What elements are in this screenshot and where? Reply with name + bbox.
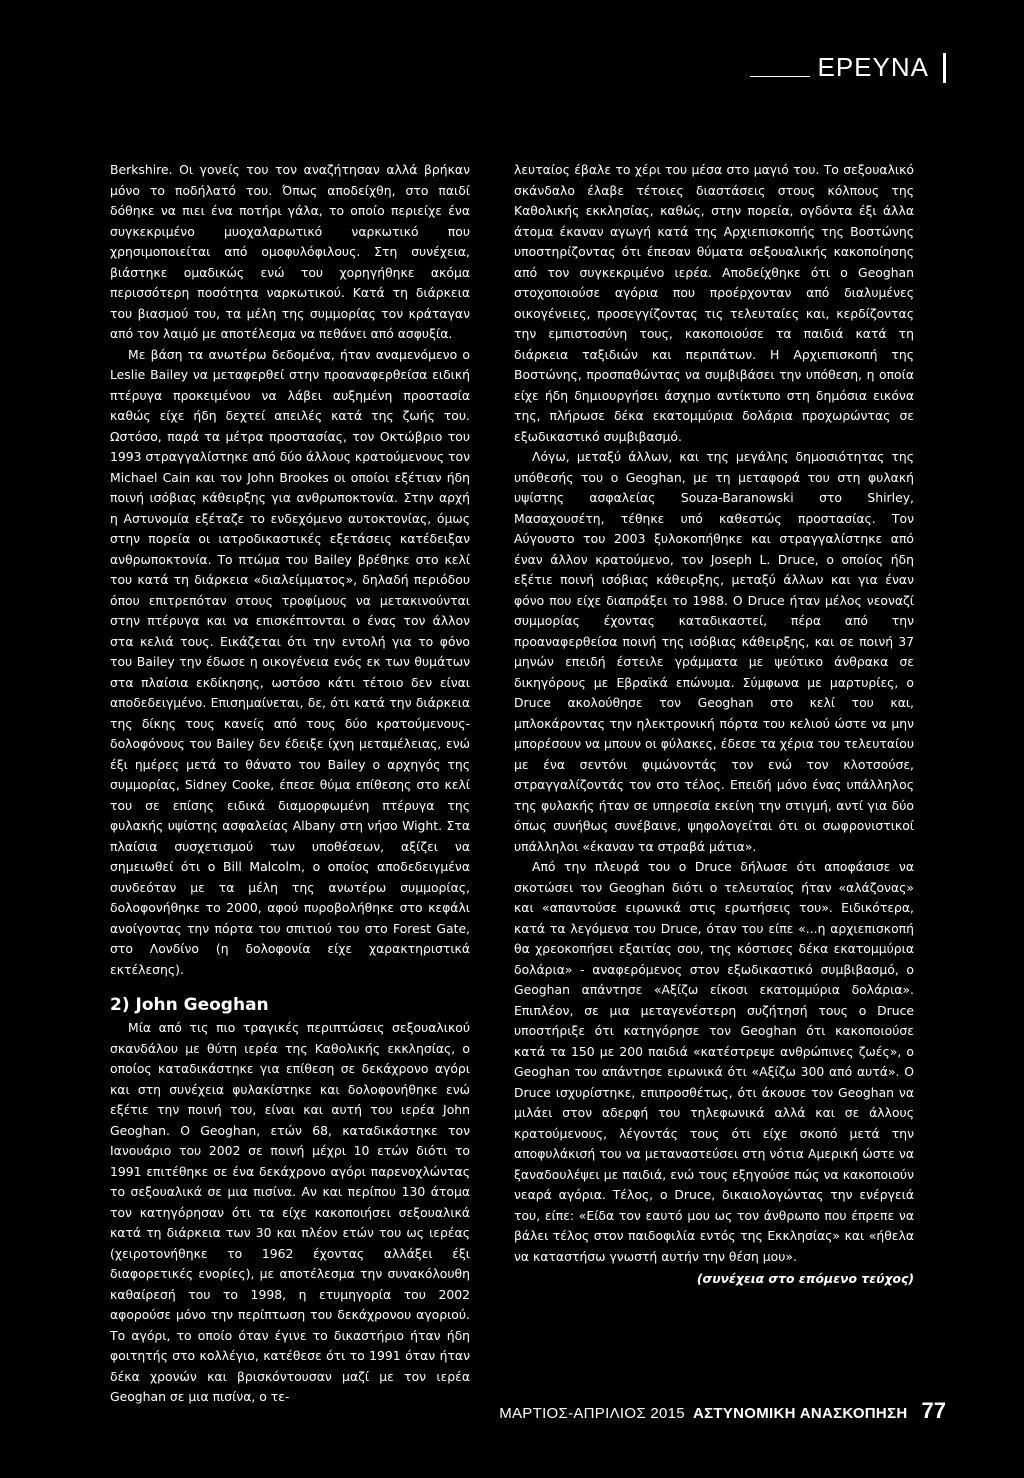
right-column bbox=[514, 160, 914, 1290]
left-column bbox=[110, 160, 470, 1408]
page-header bbox=[750, 52, 947, 83]
paragraph: Berkshire. Οι γονείς του τον αναζήτησαν αλλά βρήκαν μόνο το ποδήλατό του. Όπως αποδείχθη, στο παιδί δόθηκε να πιει ένα ποτήρι γάλα, το οποίο περιείχε ένα συγκεκριμένο μυοχαλαρωτικό ναρκωτικό που χρησιμοποιείται από ομοφυλόφιλους. Στη συνέχεια, βιάστηκε ομαδικώς ενώ του χορηγήθηκε ακόμα περισσότερη ποσότητα ναρκωτικού. Κατά τη διάρκεια του βιασμού του, τα μέλη της συμμορίας τον κράταγαν από τον λαιμό με αποτέλεσμα να πεθάνει από ασφυξία. bbox=[110, 162, 470, 341]
magazine-title: ΑΣΤΥΝΟΜΙΚΗ ΑΝΑΣΚΟΠΗΣΗ bbox=[692, 1405, 908, 1422]
paragraph: Από την πλευρά του ο Druce δήλωσε ότι αποφάσισε να σκοτώσει τον Geoghan διότι ο τελευταίος ήταν «αλάζονας» και «απαντούσε ειρωνικά στις ερωτήσεις του». Ειδικότερα, κατά τα λεγόμενα του Druce, όταν του είπε «...η αρχιεπισκοπή θα χρεοκοπήσει εξαιτίας σου, της κόστισες δέκα εκατομμύρια δολάρια» - αναφερόμενος στον εξωδικαστικό συμβιβασμό, ο Geoghan απάντησε «Αξίζω είκοσι εκατομμύρια δολάρια». Επιπλέον, σε μια μεταγενέστερη συζήτησή τους ο Druce υποστήριξε ότι κατηγόρησε τον Geoghan ότι κακοποιούσε κατά τα 150 με 200 παιδιά «κατέστρεψε ανθρώπινες ζωές», ο Geoghan του απάντησε ειρωνικά ότι «Αξίζω 300 από αυτά». Ο Druce ισχυρίστηκε, επιπροσθέτως, ότι άκουσε τον Geoghan να μιλάει στον αδερφή του τηλεφωνικά αλλά και σε άλλους κρατούμενους, λέγοντάς τους ότι είχε σκοπό μετά την αποφυλάκισή του να μεταναστεύσει στη νότια Αμερική ώστε να ξαναδουλέψει με παιδιά, ενώ τους εξηγούσε πώς να κακοποιούν νεαρά αγόρια. Τέλος, ο Druce, δικαιολογώντας την ενέργειά του, είπε: «Είδα τον εαυτό μου ως τον άνθρωπο που έπρεπε να βάλει τέλος στον παιδοφιλία εντός της Εκκλησίας» και «ήθελα να καταστήσω γνωστή αυτήν την θέση μου». bbox=[514, 859, 914, 1264]
page-number: 77 bbox=[921, 1398, 946, 1423]
continued-note: (συνέχεια στο επόμενο τεύχος) bbox=[696, 1271, 914, 1286]
header-rule bbox=[750, 76, 810, 77]
paragraph: Με βάση τα ανωτέρω δεδομένα, ήταν αναμενόμενο ο Leslie Bailey να μεταφερθεί στην προαναφερθείσα ειδική πτέρυγα προκειμένου να λάβει αυξημένη προστασία καθώς είχε ήδη δεχτεί απειλές κατά της ζωής του. Ωστόσο, παρά τα μέτρα προστασίας, τον Οκτώβριο του 1993 στραγγαλίστηκε από δύο άλλους κρατούμενους τον Michael Cain και τον John Brookes οι οποίοι εξέτιαν ήδη ποινή ισόβιας κάθειρξης για ανθρωποκτονία. Στην αρχή η Αστυνομία εξέταζε το ενδεχόμενο αυτοκτονίας, όμως στην πορεία οι ιατροδικαστικές εξετάσεις κατέδειξαν ανθρωποκτονία. Το πτώμα του Bailey βρέθηκε στο κελί του κατά τη διάρκεια «διαλείμματος», δηλαδή περιόδου όπου επιτρεπόταν στους τροφίμους να μετακινούνται στην πτέρυγα και να επισκέπτονται ο ένας τον άλλον στα κελιά τους. Εικάζεται ότι την εντολή για το φόνο του Bailey την έδωσε η οικογένεια ενός εκ των θυμάτων στα πλαίσια εκδίκησης, ωστόσο κάτι τέτοιο δεν είναι αποδεδειγμένο. Επισημαίνεται, δε, ότι κατά την διάρκεια της δίκης τους κανείς από τους δύο κρατούμενους-δολοφόνους του Bailey δεν έδειξε ίχνη μεταμέλειας, ενώ έξι ημέρες μετά το θάνατο του Bailey ο αρχηγός της συμμορίας, Sidney Cooke, έπεσε θύμα επίθεσης στο κελί του σε επίσης ειδικά διαμορφωμένη πτέρυγα της φυλακής υψίστης ασφαλείας Albany στη νήσο Wight. Στα πλαίσια συσχετισμού των υποθέσεων, αξίζει να σημειωθεί ότι ο Bill Malcolm, ο οποίος αποδεδειγμένα συνδεόταν με τα μέλη της ανωτέρω συμμορίας, δολοφονήθηκε το 2000, αφού πυροβολήθηκε στο κεφάλι ανοίγοντας την πόρτα του σπιτιού του στο Forest Gate, στο Λονδίνο (η δολοφονία είχε χαρακτηριστικά εκτέλεσης). bbox=[110, 346, 470, 977]
paragraph: Λόγω, μεταξύ άλλων, και της μεγάλης δημοσιότητας της υπόθεσής του ο Geoghan, με τη μεταφορά του στη φυλακή υψίστης ασφαλείας Souza-Baranowski στο Shirley, Μασαχουσέτη, τέθηκε υπό καθεστώς προστασίας. Τον Αύγουστο του 2003 ξυλοκοπήθηκε και στραγγαλίστηκε από έναν άλλον κρατούμενο, τον Joseph L. Druce, ο οποίος ήδη εξέτιε ποινή ισόβιας κάθειρξης, μεταξύ άλλων και για έναν φόνο που είχε διαπράξει το 1988. Ο Druce ήταν μέλος νεοναζί συμμορίας έχοντας καταδικαστεί, πέρα από την προαναφερθείσα ποινή της ισόβιας κάθειρξης, και σε ποινή 37 μηνών επειδή έστειλε γράμματα με ψεύτικο άνθρακα σε δικηγόρους με Εβραϊκά επώνυμα. Σύμφωνα με μαρτυρίες, ο Druce ακολούθησε τον Geoghan στο κελί του και, μπλοκάροντας την ηλεκτρονική πόρτα του κελιού ώστε να μην μπορέσουν να μπουν οι φύλακες, έδεσε τα χέρια του τελευταίου με ένα σεντόνι φιμώνοντάς τον ενώ τον κλοτσούσε, στραγγαλίζοντάς τον στο τέλος. Επειδή μόνο ένας υπάλληλος της φυλακής ήταν σε υπηρεσία εκείνη την στιγμή, αντί για δύο όπως συνήθως συνέβαινε, ψηφολογείται ότι οι σωφρονιστικοί υπάλληλοι «έκαναν τα στραβά μάτια». bbox=[514, 449, 914, 854]
subheading: 2) John Geoghan bbox=[110, 995, 269, 1015]
issue-date: ΜΑΡΤΙΟΣ-ΑΠΡΙΛΙΟΣ 2015 bbox=[499, 1405, 685, 1422]
paragraph: λευταίος έβαλε το χέρι του μέσα στο μαγιό του. Το σεξουαλικό σκάνδαλο έλαβε τέτοιες διαστάσεις στους κόλπους της Καθολικής εκκλησίας, καθώς, στην πορεία, ογδόντα έξι άλλα άτομα έκαναν αγωγή κατά της Αρχιεπισκοπής της Βοστώνης υποστηρίζοντας ότι έπεσαν θύματα σεξουαλικής κακοποίησης από τον συγκεκριμένο ιερέα. Αποδείχθηκε ότι ο Geoghan στοχοποιούσε αγόρια που προέρχονταν από διαλυμένες οικογένειες, προσεγγίζοντας τις τελευταίες και, κερδίζοντας την εμπιστοσύνη τους, κακοποιούσε τα παιδιά κατά τη διάρκεια ταξιδιών και περιπάτων. Η Αρχιεπισκοπή της Βοστώνης, προσπαθώντας να συμβιβάσει την υπόθεση, η οποία είχε ήδη δημιουργήσει άσχημο αντίκτυπο στη δημόσια εικόνα της, πλήρωσε δέκα εκατομμύρια δολάρια προχωρώντας σε εξωδικαστικό συμβιβασμό. bbox=[514, 162, 914, 444]
paragraph: Μία από τις πιο τραγικές περιπτώσεις σεξουαλικού σκανδάλου με θύτη ιερέα της Καθολικής εκκλησίας, ο οποίος καταδικάστηκε για επίθεση σε δεκάχρονο αγόρι και στη συνέχεια φυλακίστηκε και δολοφονήθηκε ενώ εξέτιε την ποινή του, είναι και αυτή του ιερέα John Geoghan. Ο Geoghan, ετών 68, καταδικάστηκε τον Ιανουάριο του 2002 σε ποινή μέχρι 10 ετών διότι το 1991 επιτέθηκε σε ένα δεκάχρονο αγόρι παρενοχλώντας το σεξουαλικά σε μια πισίνα. Αν και περίπου 130 άτομα τον κατηγόρησαν ότι τα είχε κακοποιήσει σεξουαλικά κατά τη διάρκεια των 30 και πλέον ετών του ως ιερέας (χειροτονήθηκε το 1962 έχοντας αλλάξει έξι διαφορετικές ενορίες), με αποτέλεσμα την συνακόλουθη καθαίρεσή του το 1998, η ετυμηγορία του 2002 αφορούσε μόνο την περίπτωση του δεκάχρονου αγοριού. Το αγόρι, το οποίο όταν έγινε το δικαστήριο ήταν ήδη φοιτητής στο κολλέγιο, κατέθεσε ότι το 1991 όταν ήταν δέκα χρονών και βρισκόντουσαν μαζί με τον ιερέα Geoghan σε μια πισίνα, ο τε- bbox=[110, 1020, 470, 1404]
section-title: ΕΡΕΥΝΑ bbox=[817, 52, 929, 82]
page-footer bbox=[499, 1398, 946, 1424]
header-bar bbox=[943, 53, 946, 83]
